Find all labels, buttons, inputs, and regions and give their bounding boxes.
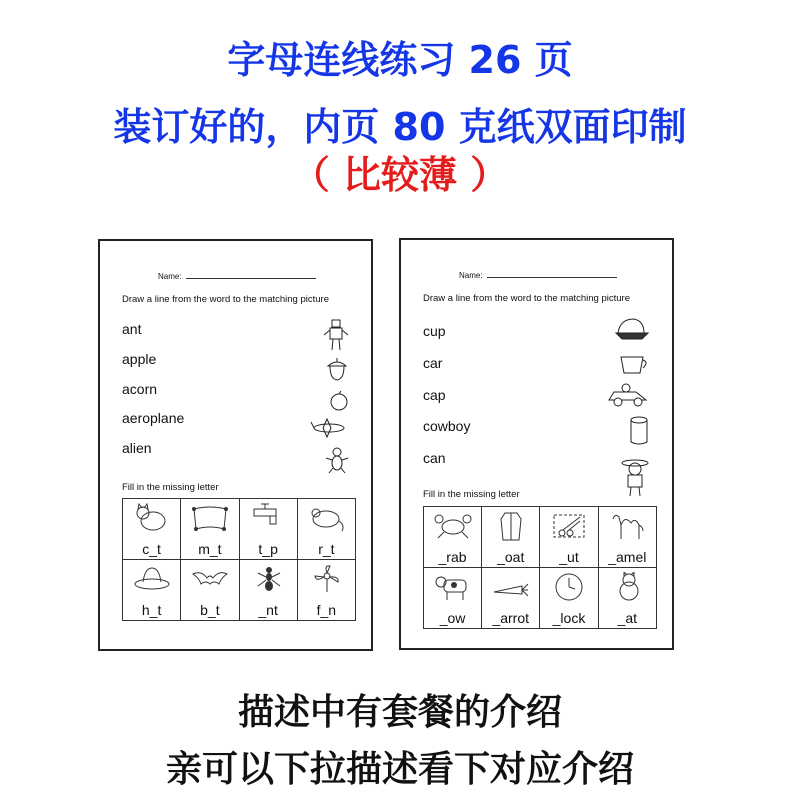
fill-cell (424, 507, 482, 568)
bat-icon (191, 564, 229, 594)
fill-grid (423, 506, 657, 629)
fill-cell (297, 499, 355, 560)
cow-icon (434, 572, 472, 602)
cup-icon (618, 354, 650, 376)
apple-icon (329, 391, 349, 411)
worksheet-left (98, 239, 373, 651)
cell-label: _rab (438, 549, 467, 565)
tap-icon (250, 503, 288, 533)
headline-binding: 装订好的，内页 80 克纸双面印制 (113, 105, 687, 149)
cell-label: f_n (316, 602, 337, 618)
word-apple: apple (122, 351, 157, 367)
word-aeroplane: aeroplane (122, 410, 185, 426)
cell-label: b_t (200, 602, 220, 618)
robot-icon (323, 319, 349, 351)
fill-cell (181, 560, 239, 621)
fill-cell (239, 499, 297, 560)
cell-label: h_t (141, 602, 162, 618)
can-icon (628, 416, 650, 446)
name-blank (186, 278, 316, 279)
fan-icon (308, 564, 346, 594)
car-icon (606, 382, 650, 408)
fill-cell (123, 499, 181, 560)
word-cowboy: cowboy (423, 418, 471, 434)
fill-cell (181, 499, 239, 560)
fill-cell (540, 568, 598, 629)
carrot-icon (492, 572, 530, 602)
fill-title: Fill in the missing letter (423, 489, 520, 500)
cell-label: _lock (552, 610, 586, 626)
word-ant: ant (122, 321, 142, 337)
cell-label: _amel (608, 549, 647, 565)
cell-label: t_p (258, 541, 278, 557)
worksheet-right (399, 238, 674, 650)
fill-grid (122, 498, 356, 621)
rat-icon (308, 503, 346, 533)
fill-cell (424, 568, 482, 629)
fill-cell (482, 507, 540, 568)
word-alien: alien (122, 440, 152, 456)
cell-label: _nt (258, 602, 278, 618)
name-row (459, 271, 617, 280)
cat-icon (609, 572, 647, 602)
cell-label: _at (617, 610, 638, 626)
camel-icon (609, 511, 647, 541)
fill-title: Fill in the missing letter (122, 482, 219, 493)
headline-pages: 字母连线练习 26 页 (227, 38, 573, 82)
fill-cell (482, 568, 540, 629)
coat-icon (492, 511, 530, 541)
ant-icon (250, 564, 288, 594)
name-row (158, 272, 316, 281)
hat-icon (133, 564, 171, 594)
word-cup: cup (423, 323, 446, 339)
cell-label: _arrot (492, 610, 530, 626)
cell-label: r_t (318, 541, 335, 557)
fill-cell (239, 560, 297, 621)
fill-cell (540, 507, 598, 568)
fill-cell (123, 560, 181, 621)
acorn-icon (325, 357, 349, 381)
cell-label: _ut (559, 549, 579, 565)
crab-icon (434, 511, 472, 541)
instruction-text: Draw a line from the word to the matching picture (423, 293, 630, 304)
scissors-icon (550, 511, 588, 541)
ant-icon (325, 446, 349, 474)
headline-note: （ 比较薄 ） (291, 153, 509, 197)
footer-package-note: 描述中有套餐的介绍 (237, 692, 562, 733)
fill-cell (598, 568, 656, 629)
cell-label: m_t (198, 541, 222, 557)
cap-icon (614, 315, 650, 343)
word-cap: cap (423, 387, 446, 403)
word-acorn: acorn (122, 381, 158, 397)
cell-label: _oat (497, 549, 525, 565)
fill-cell (598, 507, 656, 568)
cell-label: c_t (142, 541, 161, 557)
name-label: Name: (158, 272, 182, 281)
footer-scroll-note: 亲可以下拉描述看下对应介绍 (165, 749, 634, 790)
clock-icon (550, 572, 588, 602)
word-can: can (423, 450, 446, 466)
mat-icon (191, 503, 229, 533)
cat-icon (133, 503, 171, 533)
instruction-text: Draw a line from the word to the matching picture (122, 294, 329, 305)
cell-label: _ow (439, 610, 466, 626)
cowboy-icon (620, 457, 650, 497)
fill-cell (297, 560, 355, 621)
name-label: Name: (459, 271, 483, 280)
aeroplane-icon (309, 417, 349, 439)
word-car: car (423, 355, 443, 371)
name-blank (487, 277, 617, 278)
